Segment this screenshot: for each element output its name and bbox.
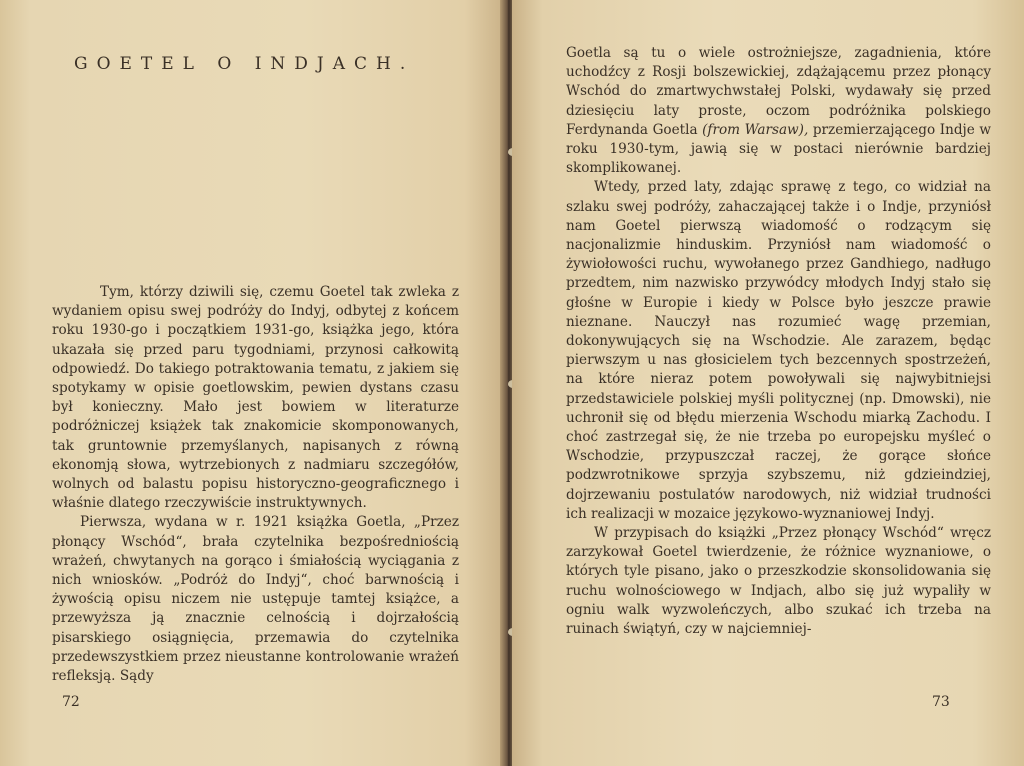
paragraph: Wtedy, przed laty, zdając sprawę z tego, co widział na szlaku swej podróży, zahaczającej także i o Indje, przyniósł nam Goetel pierwszą wiadomość o rodzącym się nacjonalizmie hinduskim. Przyniósł nam wiadomość o żywiołowości ruchu, wywołanego przez Gandhiego, nadługo przedtem, nim nazwisko przywódcy młodych Indyj stało się głośne w Europie i kiedy w Polsce było jeszcze prawie nieznane. Nauczył nas rozumieć wagę przemian, dokonywujących się na Wschodzie. Ale zarazem, będąc pierwszym u nas głosicielem tych bezcennych spostrzeżeń, na które nieraz potem powoływali się najwybitniejsi przedstawiciele polskiej myśli politycznej (np. Dmowski), nie uchronił się od błędu mierzenia Wschodu miarką Zachodu. I choć zastrzegał się, że nie trzeba po europejsku myśleć o Wschodzie, przypuszczał raczej, że gorące słońce podzwrotnikowe sprzyja szybszemu, niż gdzieindziej, dojrzewaniu postulatów narodowych, niż widział trudności ich realizacji w mozaice językowo-wyznaniowej Indyj. bbox=[566, 179, 991, 522]
right-page bbox=[512, 0, 1024, 766]
paragraph: W przypisach do książki „Przez płonący Wschód“ wręcz zarzykował Goetel twierdzenie, że różnice wyznaniowe, o których tyle pisano, jako o przeszkodzie skonsolidowania się ruchu wolnościowego w Indjach, albo się już wypaliły w ogniu walk wyzwoleńczych, albo szukać ich trzeba na ruinach świątyń, czy w najciemniej- bbox=[566, 525, 991, 638]
paragraph: Tym, którzy dziwili się, czemu Goetel tak zwleka z wydaniem opisu swej podróży do Indyj, odbytej z końcem roku 1930-go i początkiem 1931-go, książka jego, która ukazała się przed paru tygodniami, przynosi całkowitą odpowiedź. Do takiego potraktowania tematu, z jakiem się spotykamy w opisie goetlowskim, pewien dystans czasu był konieczny. Mało jest bowiem w literaturze podróżniczej książek tak znakomicie skomponowanych, tak gruntownie przemyślanych, napisanych z równą ekonomją słowa, wytrzebionych z nadmiaru szczegółów, wolnych od balastu popisu historyczno-geograficznego i właśnie dlatego rzeczywiście instruktywnych. bbox=[52, 284, 459, 512]
left-page bbox=[0, 0, 505, 766]
italic-text: (from Warsaw), bbox=[702, 121, 809, 138]
right-page-text bbox=[566, 44, 991, 639]
page-number: 72 bbox=[62, 694, 80, 710]
text-run: przemierzającego Indje w roku 1930-tym, jawią się w postaci nierównie bardziej skomplikowanej. bbox=[566, 121, 991, 177]
page-number: 73 bbox=[932, 694, 950, 710]
text-run: Goetla są tu o wiele ostrożniejsze, zagadnienia, które uchodźcy z Rosji bolszewickiej, zdążającemu przez płonący Wschód do zmartwychwstałej Polski, wydawały się przed dziesięciu laty proste, oczom podróżnika polskiego Ferdynanda Goetla bbox=[566, 45, 991, 138]
left-page-text bbox=[52, 283, 459, 686]
running-head: GOETEL O INDJACH. bbox=[74, 54, 415, 74]
paragraph bbox=[566, 44, 991, 178]
paragraph: Pierwsza, wydana w r. 1921 książka Goetla, „Przez płonący Wschód“, brała czytelnika bezpośredniością wrażeń, chwytanych na gorąco i śmiałością wyciągania z nich wniosków. „Podróż do Indyj“, choć barwnością i żywością opisu niczem nie ustępuje tamtej książce, a przewyższa ją znacznie celnością i dojrzałością pisarskiego osiągnięcia, przemawia do czytelnika przedewszystkiem przez nieustanne kontrolowanie wrażeń refleksją. Sądy bbox=[52, 514, 459, 685]
